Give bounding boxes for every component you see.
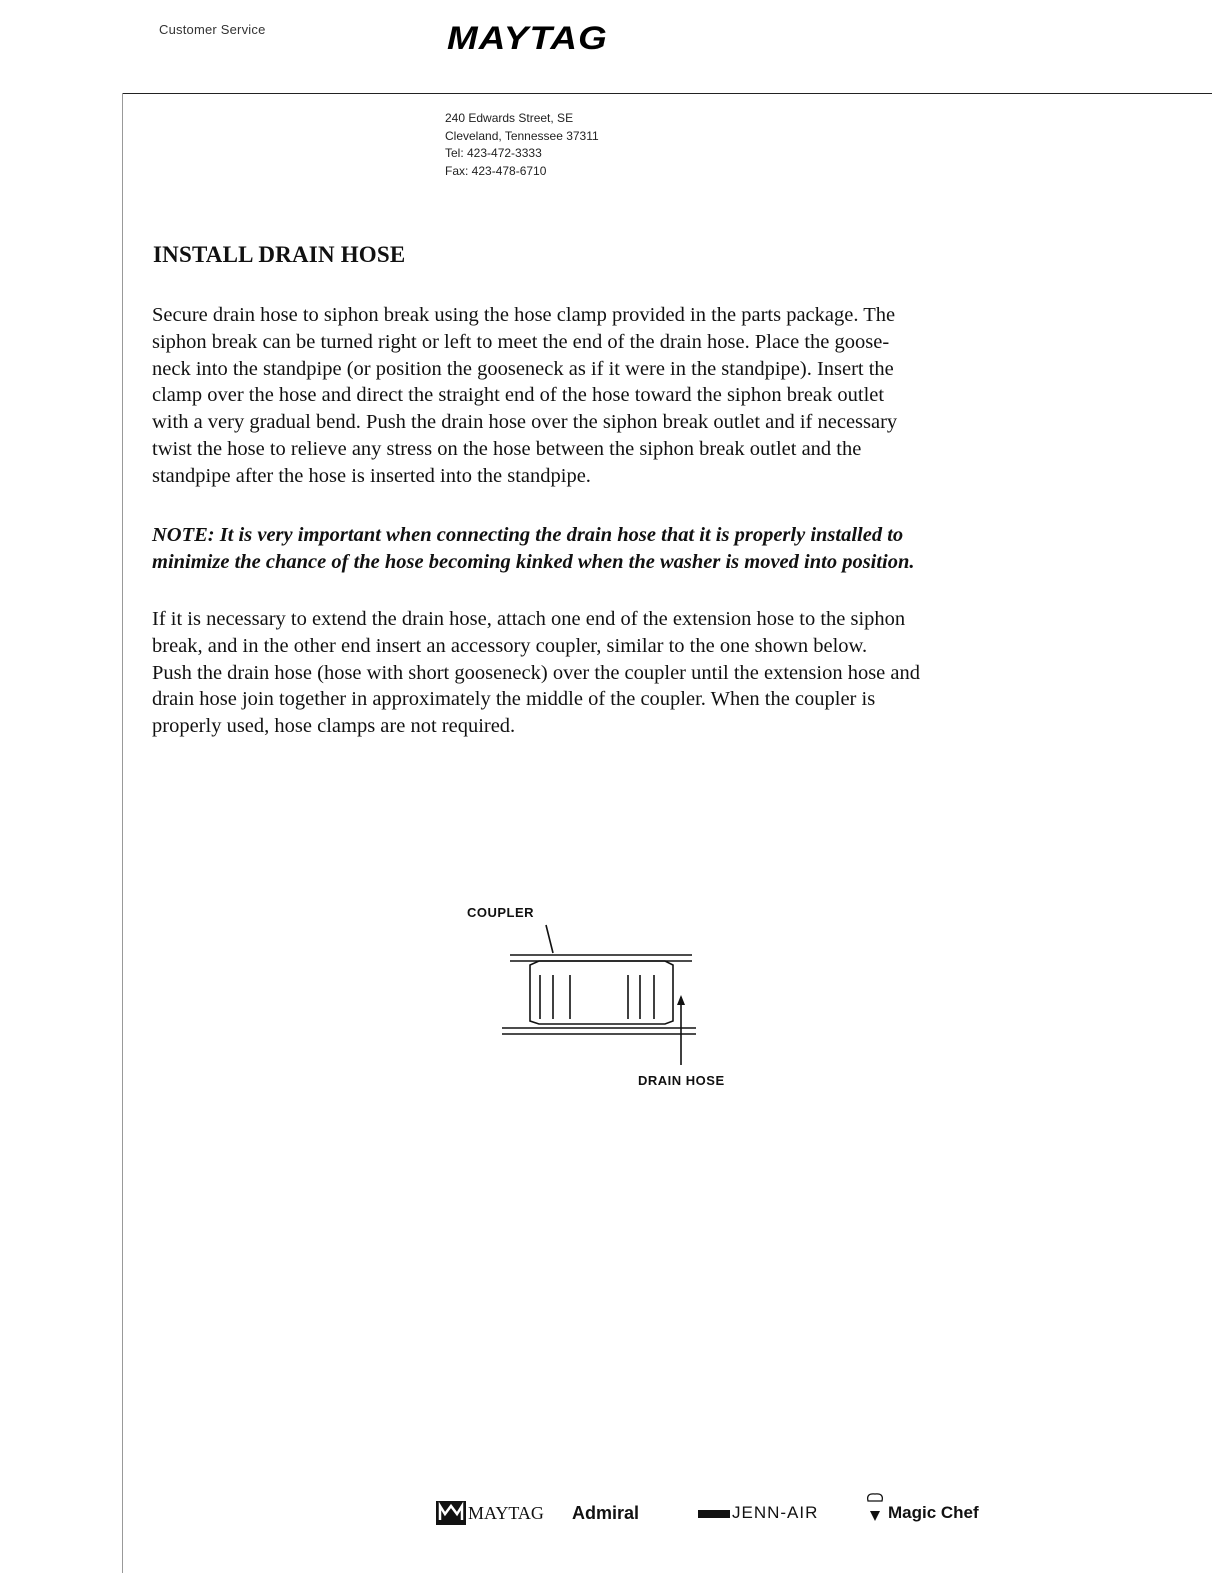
brand-footer: [432, 1497, 1012, 1533]
chef-hat-icon: [862, 1489, 888, 1530]
address-street: 240 Edwards Street, SE: [445, 111, 574, 125]
maytag-brand-icon: [436, 1501, 466, 1530]
maytag-brand: MAYTAG: [468, 1503, 544, 1523]
text-line: Push the drain hose (hose with short gooseneck) over the coupler until the extension hose and: [152, 661, 921, 684]
text-line: properly used, hose clamps are not required.: [152, 715, 516, 738]
coupler-diagram: [460, 895, 760, 1095]
company-address: [445, 110, 599, 180]
address-fax: Fax: 423-478-6710: [445, 163, 547, 178]
text-line: siphon break can be turned right or left to meet the end of the drain hose. Place the goose-: [152, 330, 890, 353]
text-line: with a very gradual bend. Push the drain hose over the siphon break outlet and if necessary: [152, 411, 898, 434]
instructions-paragraph: [152, 302, 1072, 490]
coupler-drawing: [460, 895, 760, 1095]
text-line: If it is necessary to extend the drain hose, attach one end of the extension hose to the siphon: [152, 608, 906, 630]
text-line: standpipe after the hose is inserted into the standpipe.: [152, 464, 591, 487]
text-line: drain hose join together in approximately the middle of the coupler. When the coupler is: [152, 688, 876, 711]
header-divider: [122, 93, 1212, 94]
drain-hose-label: DRAIN HOSE: [638, 1073, 725, 1088]
admiral-brand: Admiral: [572, 1503, 640, 1523]
jenn-air-brand: JENN-AIR: [732, 1503, 819, 1522]
address-city: Cleveland, Tennessee 37311: [445, 128, 599, 143]
note-line: minimize the chance of the hose becoming kinked when the washer is moved into position.: [152, 550, 915, 573]
maytag-logo: MAYTAG: [447, 20, 608, 56]
left-margin-rule: [122, 93, 123, 1573]
note-line: NOTE: It is very important when connecting the drain hose that it is properly installed to: [152, 524, 904, 546]
department-label: Customer Service: [159, 22, 266, 37]
text-line: neck into the standpipe (or position the gooseneck as if it were in the standpipe). Insert the: [152, 357, 894, 380]
text-line: break, and in the other end insert an accessory coupler, similar to the one shown below.: [152, 634, 868, 657]
address-phone: Tel: 423-472-3333: [445, 146, 542, 160]
text-line: twist the hose to relieve any stress on the hose between the siphon break outlet and the: [152, 437, 862, 460]
text-line: Secure drain hose to siphon break using the hose clamp provided in the parts package. The: [152, 304, 896, 326]
text-line: clamp over the hose and direct the straight end of the hose toward the siphon break outlet: [152, 384, 885, 407]
magic-chef-brand: Magic Chef: [888, 1503, 979, 1522]
extension-paragraph: [152, 606, 1072, 740]
coupler-label: COUPLER: [467, 905, 535, 920]
note-paragraph: [152, 522, 1072, 576]
document-title: INSTALL DRAIN HOSE: [153, 242, 406, 267]
jenn-air-brand-icon: [698, 1507, 730, 1525]
